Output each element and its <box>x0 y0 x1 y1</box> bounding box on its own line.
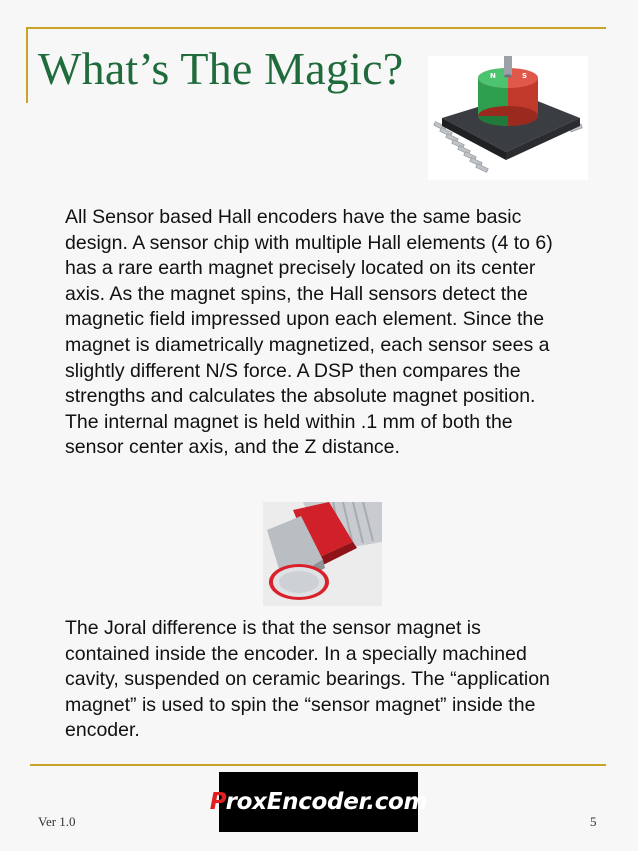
proxencoder-logo <box>209 772 428 832</box>
top-divider <box>26 27 606 29</box>
south-pole-label: S <box>522 72 528 80</box>
title-side-rule <box>26 27 28 103</box>
version-label: Ver 1.0 <box>38 814 76 829</box>
north-pole-label: N <box>490 72 496 80</box>
proximity-sensor-image <box>263 502 382 606</box>
logo-text: ProxEncoder.com <box>209 789 428 815</box>
body-paragraph-2: The Joral difference is that the sensor magnet is contained inside the encoder. In a specially machined cavity, suspended on ceramic bearings. The “application magnet” is used to spin the “sensor magnet” inside the encoder. <box>65 617 550 742</box>
bottom-divider <box>30 764 606 766</box>
hall-sensor-chip-image <box>428 56 588 180</box>
page-number: 5 <box>590 814 597 829</box>
slide-title: What’s The Magic? <box>38 43 404 94</box>
body-paragraph-1: All Sensor based Hall encoders have the same basic design. A sensor chip with multiple Hall elements (4 to 6) has a rare earth magnet precisely located on its center axis. As the magnet spins, the Hall sensors detect the magnetic field impressed upon each element. Since the magnet is diametrically magnetized, each sensor sees a slightly different N/S force. A DSP then compares the strengths and calculates the absolute magnet position. The internal magnet is held within .1 mm of both the sensor center axis, and the Z distance. <box>65 206 553 459</box>
